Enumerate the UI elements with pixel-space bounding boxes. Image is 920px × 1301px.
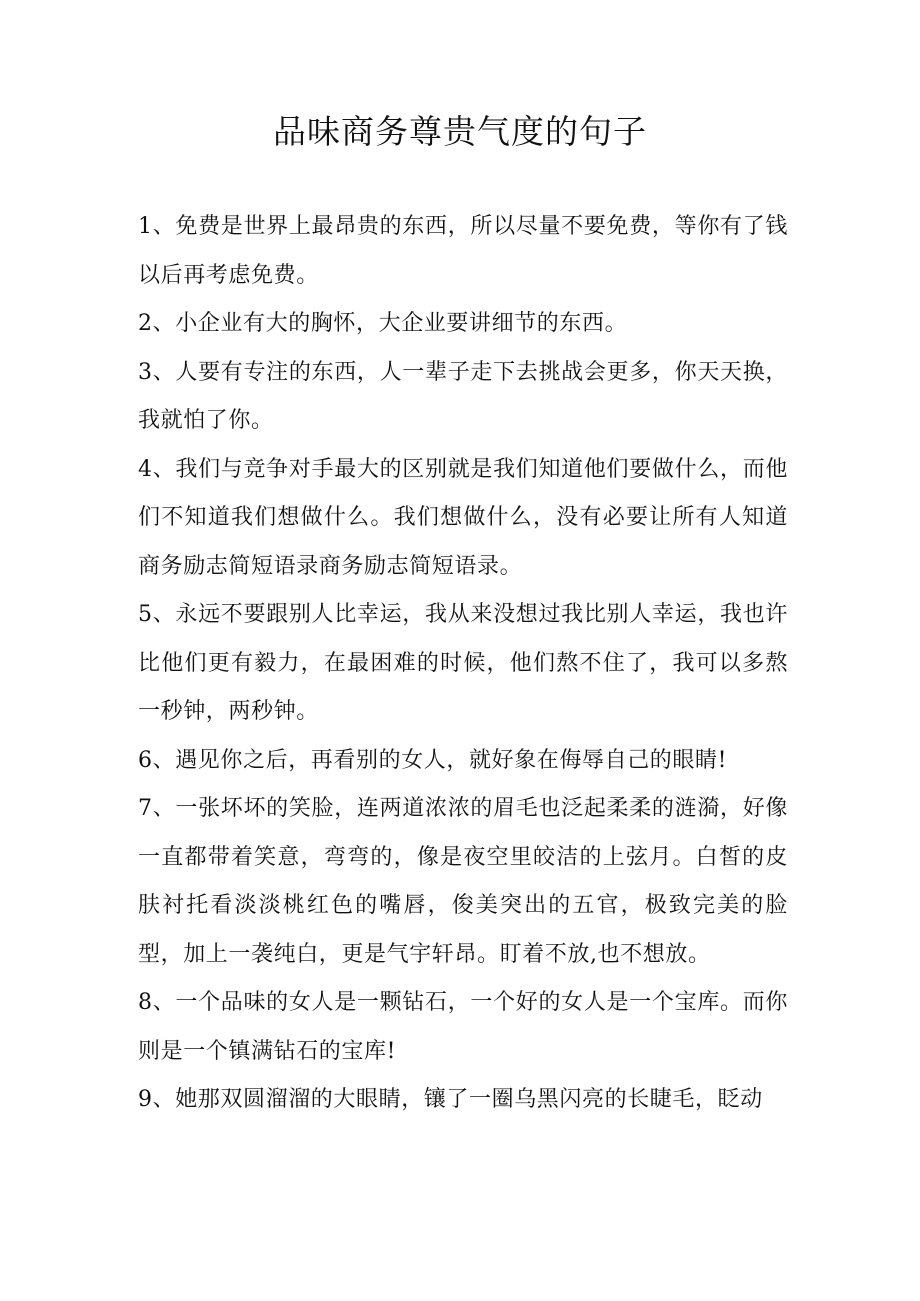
paragraph-4: 4、我们与竞争对手最大的区别就是我们知道他们要做什么，而他们不知道我们想做什么。我们想做什么，没有必要让所有人知道商务励志简短语录商务励志简短语录。 xyxy=(138,456,788,579)
paragraph-6: 6、遇见你之后，再看别的女人，就好象在侮辱自己的眼睛! xyxy=(138,747,728,773)
paragraph-2: 2、小企业有大的胸怀，大企业要讲细节的东西。 xyxy=(138,311,628,336)
paragraph-9: 9、她那双圆溜溜的大眼睛，镶了一圈乌黑闪亮的长睫毛，眨动 xyxy=(138,1087,763,1112)
paragraph-5: 5、永远不要跟别人比幸运，我从来没想过我比别人幸运，我也许比他们更有毅力，在最困难的时候，他们熬不住了，我可以多熬一秒钟，两秒钟。 xyxy=(138,602,788,724)
paragraph-7: 7、一张坏坏的笑脸，连两道浓浓的眉毛也泛起柔柔的涟漪，好像一直都带着笑意，弯弯的，像是夜空里皎洁的上弦月。白皙的皮肤衬托看淡淡桃红色的嘴唇，俊美突出的五官，极致完美的脸型，加上一袭纯白，更是气宇轩昂。盯着不放,也不想放。 xyxy=(138,796,788,967)
document-title: 品味商务尊贵气度的句子 xyxy=(273,112,647,151)
paragraph-1: 1、免费是世界上最昂贵的东西，所以尽量不要免费，等你有了钱以后再考虑免费。 xyxy=(138,214,788,288)
paragraph-8: 8、一个品味的女人是一颗钻石，一个好的女人是一个宝库。而你则是一个镇满钻石的宝库! xyxy=(138,990,788,1064)
paragraph-3: 3、人要有专注的东西，人一辈子走下去挑战会更多，你天天换，我就怕了你。 xyxy=(138,359,788,433)
document-body xyxy=(138,203,788,1125)
